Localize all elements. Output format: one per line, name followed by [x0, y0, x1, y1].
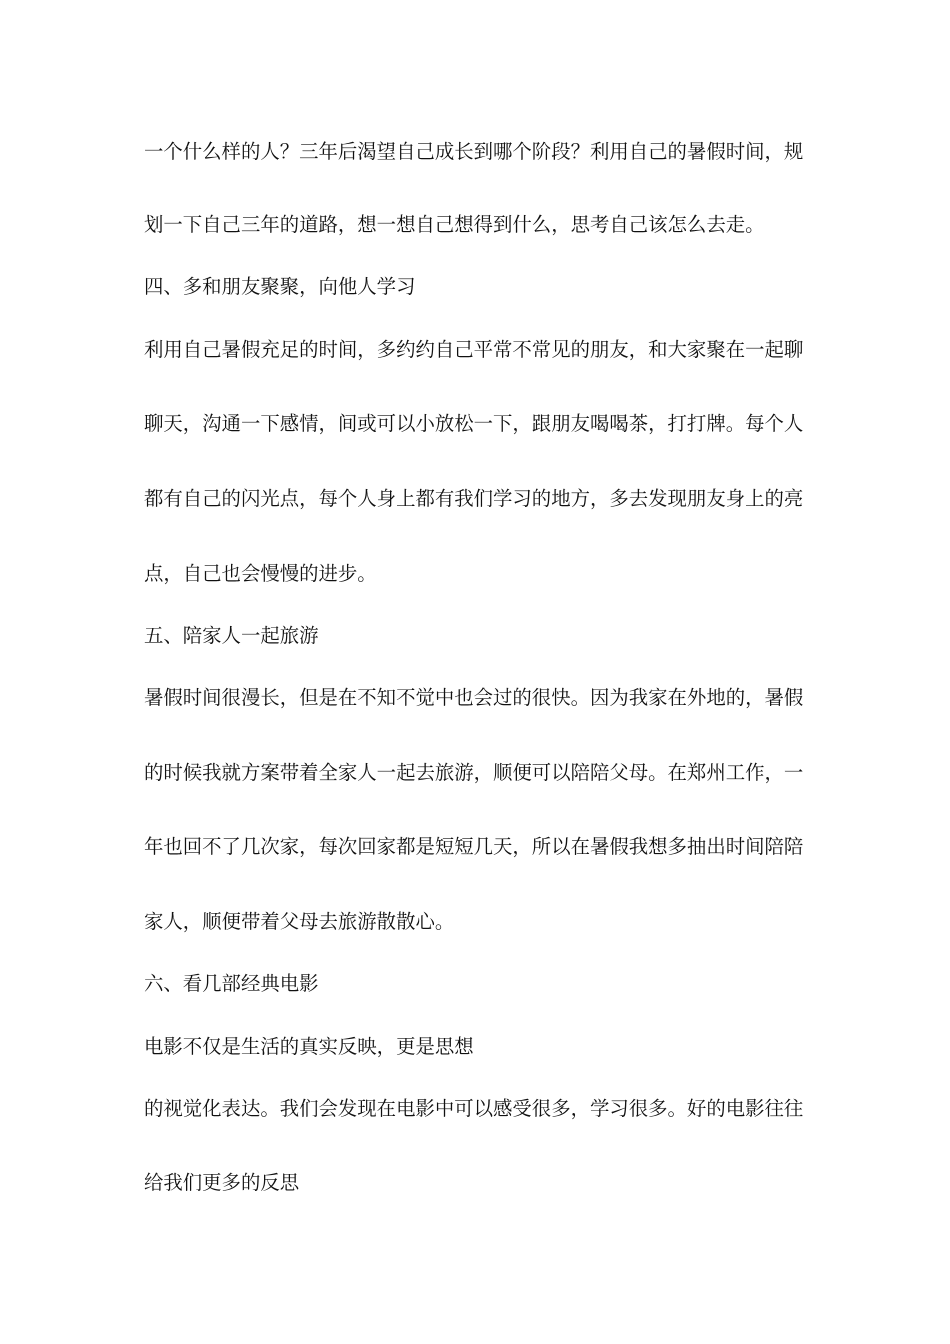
section-heading: 四、多和朋友聚聚，向他人学习 [144, 275, 416, 298]
body-text-line: 点，自己也会慢慢的进步。 [144, 562, 377, 585]
body-text-line: 的时候我就方案带着全家人一起去旅游，顺便可以陪陪父母。在郑州工作，一 [144, 761, 804, 784]
body-text-line: 暑假时间很漫长，但是在不知不觉中也会过的很快。因为我家在外地的，暑假 [144, 686, 804, 709]
body-text-line: 一个什么样的人？三年后渴望自己成长到哪个阶段？利用自己的暑假时间，规 [144, 140, 804, 163]
body-text-line: 电影不仅是生活的真实反映，更是思想 [144, 1035, 474, 1058]
section-heading: 六、看几部经典电影 [144, 972, 319, 995]
body-text-line: 聊天，沟通一下感情，间或可以小放松一下，跟朋友喝喝茶，打打牌。每个人 [144, 412, 804, 435]
body-text-line: 年也回不了几次家，每次回家都是短短几天，所以在暑假我想多抽出时间陪陪 [144, 835, 804, 858]
body-text-line: 都有自己的闪光点，每个人身上都有我们学习的地方，多去发现朋友身上的亮 [144, 487, 804, 510]
body-text-line: 划一下自己三年的道路，想一想自己想得到什么，思考自己该怎么去走。 [144, 213, 765, 236]
body-text-line: 利用自己暑假充足的时间，多约约自己平常不常见的朋友，和大家聚在一起聊 [144, 338, 804, 361]
section-heading: 五、陪家人一起旅游 [144, 624, 319, 647]
body-text-line: 家人，顺便带着父母去旅游散散心。 [144, 910, 455, 933]
body-text-line: 的视觉化表达。我们会发现在电影中可以感受很多，学习很多。好的电影往往 [144, 1097, 804, 1120]
body-text-line: 给我们更多的反思 [144, 1171, 300, 1194]
